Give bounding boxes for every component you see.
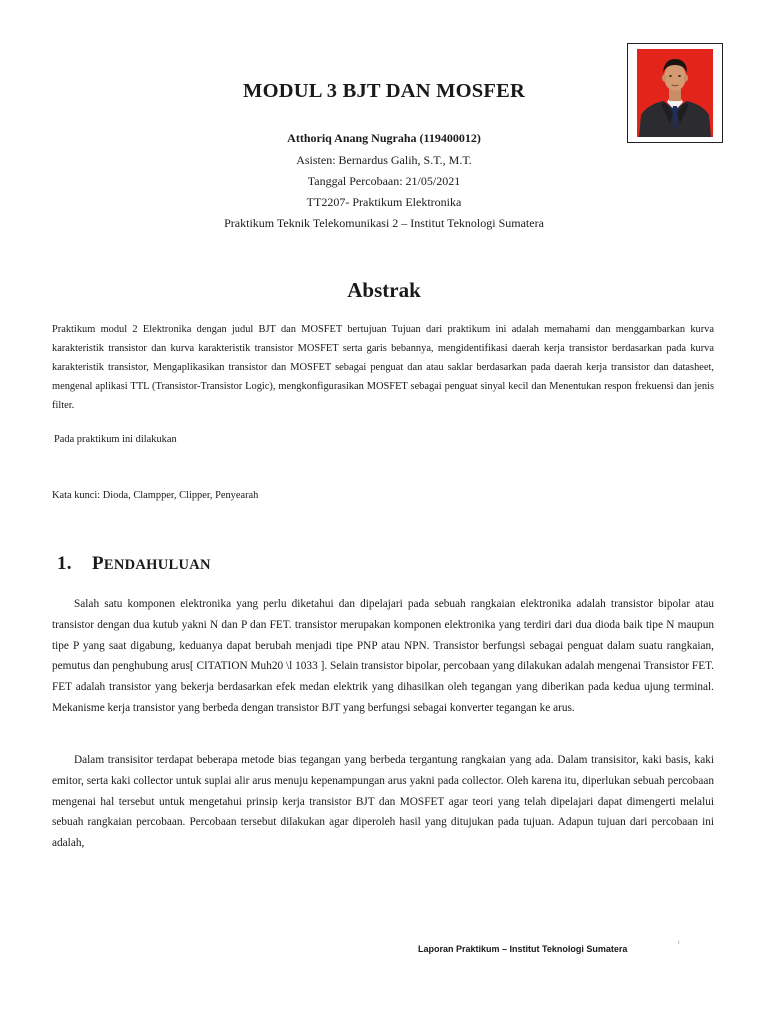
section-number: 1. <box>57 553 72 574</box>
abstract-text: Praktikum modul 2 Elektronika dengan judul BJT dan MOSFET bertujuan Tujuan dari praktikum ini adalah memahami dan menggambarkan kurva karakteristik transistor dan kurva karakteristik transistor MOSFET serta garis bebannya, mengidentifikasi daerah kerja transistor berdasarkan pada kurva karakteristik transistor, Mengaplikasikan transistor dan MOSFET sebagai penguat dan atau saklar berdasarkan pada daerah kerja transistor dan datasheet, mengenal aplikasi TTL (Transistor-Transistor Logic), mengkonfigurasikan MOSFET sebagai penguat sinyal kecil dan Menentukan respon frekuensi dan jenis filter. <box>52 324 714 412</box>
institution-line: Praktikum Teknik Telekomunikasi 2 – Institut Teknologi Sumatera <box>224 216 544 230</box>
assistant-line: Asisten: Bernardus Galih, S.T., M.T. <box>296 153 472 167</box>
introduction-paragraph-1 <box>52 594 714 719</box>
introduction-paragraph-2 <box>52 750 714 854</box>
section-heading-rest: ENDAHULUAN <box>103 557 211 573</box>
page-footer: Laporan Praktikum – Institut Teknologi Sumatera <box>418 944 628 954</box>
footer-mark: ı <box>678 940 680 946</box>
document-title: MODUL 3 BJT DAN MOSFER <box>243 80 525 102</box>
experiment-date: Tanggal Percobaan: 21/05/2021 <box>307 174 461 188</box>
abstract-heading: Abstrak <box>347 278 421 302</box>
abstract-note: Pada praktikum ini dilakukan <box>54 434 177 445</box>
course-line: TT2207- Praktikum Elektronika <box>306 195 462 209</box>
author-name: Atthoriq Anang Nugraha (119400012) <box>287 131 481 145</box>
section-heading-initial: P <box>91 553 104 574</box>
section-heading-introduction <box>57 553 211 575</box>
paragraph-2-text: Dalam transisitor terdapat beberapa metode bias tegangan yang berbeda tergantung rangkaian yang ada. Dalam transisitor, kaki basis, kaki emitor, serta kaki collector untuk suplai alir arus menuju kepenampungan arus yakni pada collector. Oleh karena itu, diperlukan sebuah percobaan mengenai hal tersebut untuk mengetahui prinsip kerja transistor BJT dan MOSFET agar teori yang telah dipelajari dapat dimengerti melalui sebuah rangkaian percobaan. Percobaan tersebut dilakukan agar diperoleh hasil yang ditujukan pada tujuan. Adapun tujuan dari percobaan ini adalah, <box>52 754 714 850</box>
paragraph-1-text: Salah satu komponen elektronika yang perlu diketahui dan dipelajari pada sebuah rangkaian elektronika adalah transistor bipolar atau transistor dengan dua kutub yakni N dan P dan FET. transistor merupakan komponen elektronika yang terdiri dari dua dioda baik tipe N maupun tipe P yang saat digabung, keduanya dapat berubah menjadi tipe PNP atau NPN. Transistor berfungsi sebagai penguat dalam suatu rangkaian, pemutus dan penghubung arus[ CITATION Muh20 \l 1033 ]. Selain transistor bipolar, percobaan yang dilakukan adalah mengenai Transistor FET. FET adalah transistor yang bekerja berdasarkan efek medan elektrik yang dihasilkan oleh tegangan yang diberikan pada kedua ujung terminal. Mekanisme kerja transistor yang berbeda dengan transistor BJT yang berfungsi sebagai konverter tegangan ke arus. <box>52 598 714 714</box>
keywords: Kata kunci: Dioda, Clampper, Clipper, Penyearah <box>52 490 259 501</box>
